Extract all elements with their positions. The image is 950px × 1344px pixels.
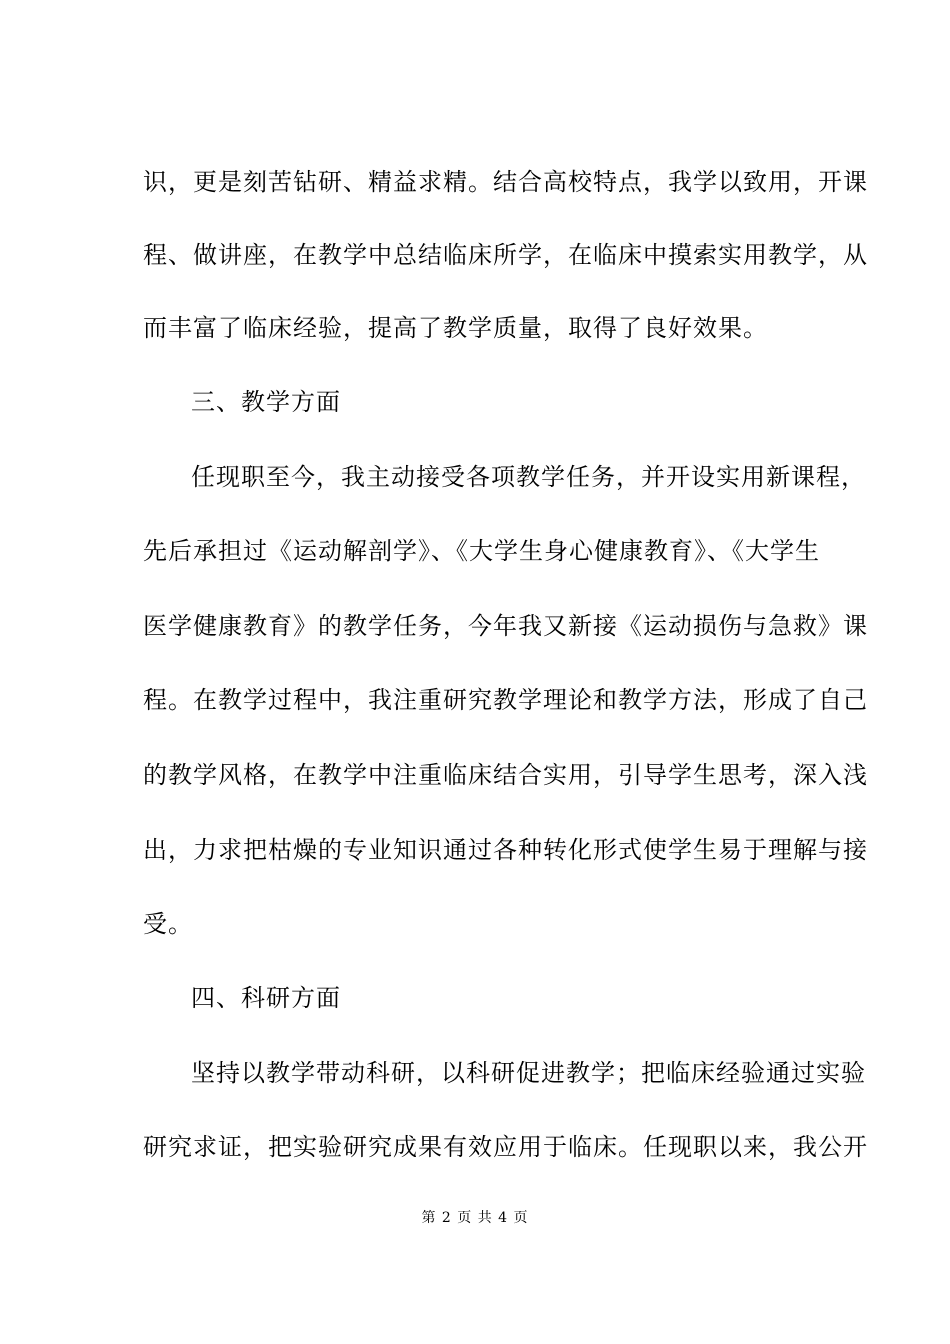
body-text-line: 医学健康教育》的教学任务，今年我又新接《运动损伤与急救》课 — [143, 612, 868, 640]
body-text-line: 研究求证，把实验研究成果有效应用于临床。任现职以来，我公开 — [143, 1133, 868, 1161]
body-text-line: 先后承担过《运动解剖学》、《大学生身心健康教育》、《大学生 — [143, 537, 820, 565]
body-text-line: 出，力求把枯燥的专业知识通过各种转化形式使学生易于理解与接 — [143, 836, 868, 864]
body-text-line: 而丰富了临床经验，提高了教学质量，取得了良好效果。 — [143, 314, 768, 342]
body-text-line: 程。在教学过程中，我注重研究教学理论和教学方法，形成了自己 — [143, 686, 868, 714]
body-text-line: 程、做讲座，在教学中总结临床所学，在临床中摸索实用教学，从 — [143, 241, 868, 269]
body-text-line: 识，更是刻苦钻研、精益求精。结合高校特点，我学以致用，开课 — [143, 168, 868, 196]
section-heading-teaching: 三、教学方面 — [191, 388, 341, 416]
body-text-line: 受。 — [143, 910, 193, 938]
page-number: 第 2 页 共 4 页 — [421, 1210, 529, 1226]
body-text-line: 任现职至今，我主动接受各项教学任务，并开设实用新课程， — [191, 463, 866, 491]
page-footer — [0, 1208, 950, 1228]
body-text-line: 的教学风格，在教学中注重临床结合实用，引导学生思考，深入浅 — [143, 761, 868, 789]
body-text-line: 坚持以教学带动科研，以科研促进教学；把临床经验通过实验 — [191, 1059, 866, 1087]
section-heading-research: 四、科研方面 — [191, 984, 341, 1012]
